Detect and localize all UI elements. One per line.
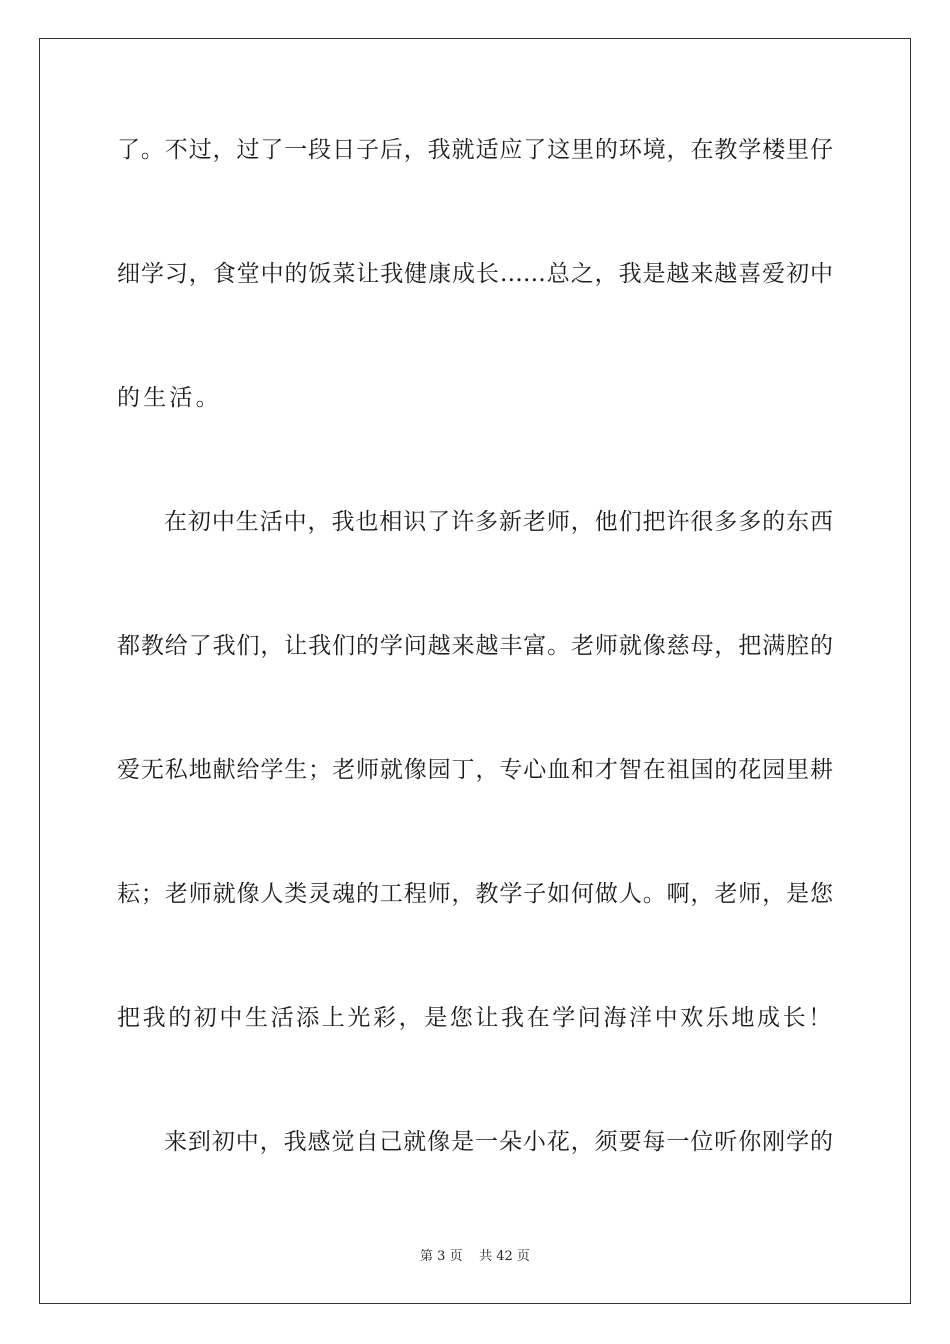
body-line-5: 都教给了我们，让我们的学问越来越丰富。老师就像慈母，把满腔的: [117, 633, 833, 659]
body-line-9: 来到初中，我感觉自己就像是一朵小花，须要每一位听你刚学的: [164, 1129, 833, 1155]
body-line-3: 的生活。: [117, 385, 222, 411]
body-line-2: 细学习，食堂中的饭菜让我健康成长……总之，我是越来越喜爱初中: [117, 261, 833, 287]
body-line-8: 把我的初中生活添上光彩，是您让我在学问海洋中欢乐地成长！: [117, 1005, 834, 1031]
body-line-7: 耘；老师就像人类灵魂的工程师，教学子如何做人。啊，老师，是您: [117, 881, 833, 907]
body-line-4: 在初中生活中，我也相识了许多新老师，他们把许很多多的东西: [164, 509, 833, 535]
body-line-6: 爱无私地献给学生；老师就像园丁，专心血和才智在祖国的花园里耕: [117, 757, 833, 783]
page-number: 第 3 页: [420, 1249, 463, 1264]
body-line-1: 了。不过，过了一段日子后，我就适应了这里的环境，在教学楼里仔: [117, 137, 833, 163]
page-footer: [0, 1248, 950, 1266]
page-total: 共 42 页: [479, 1249, 530, 1264]
page-border: [39, 38, 911, 1304]
